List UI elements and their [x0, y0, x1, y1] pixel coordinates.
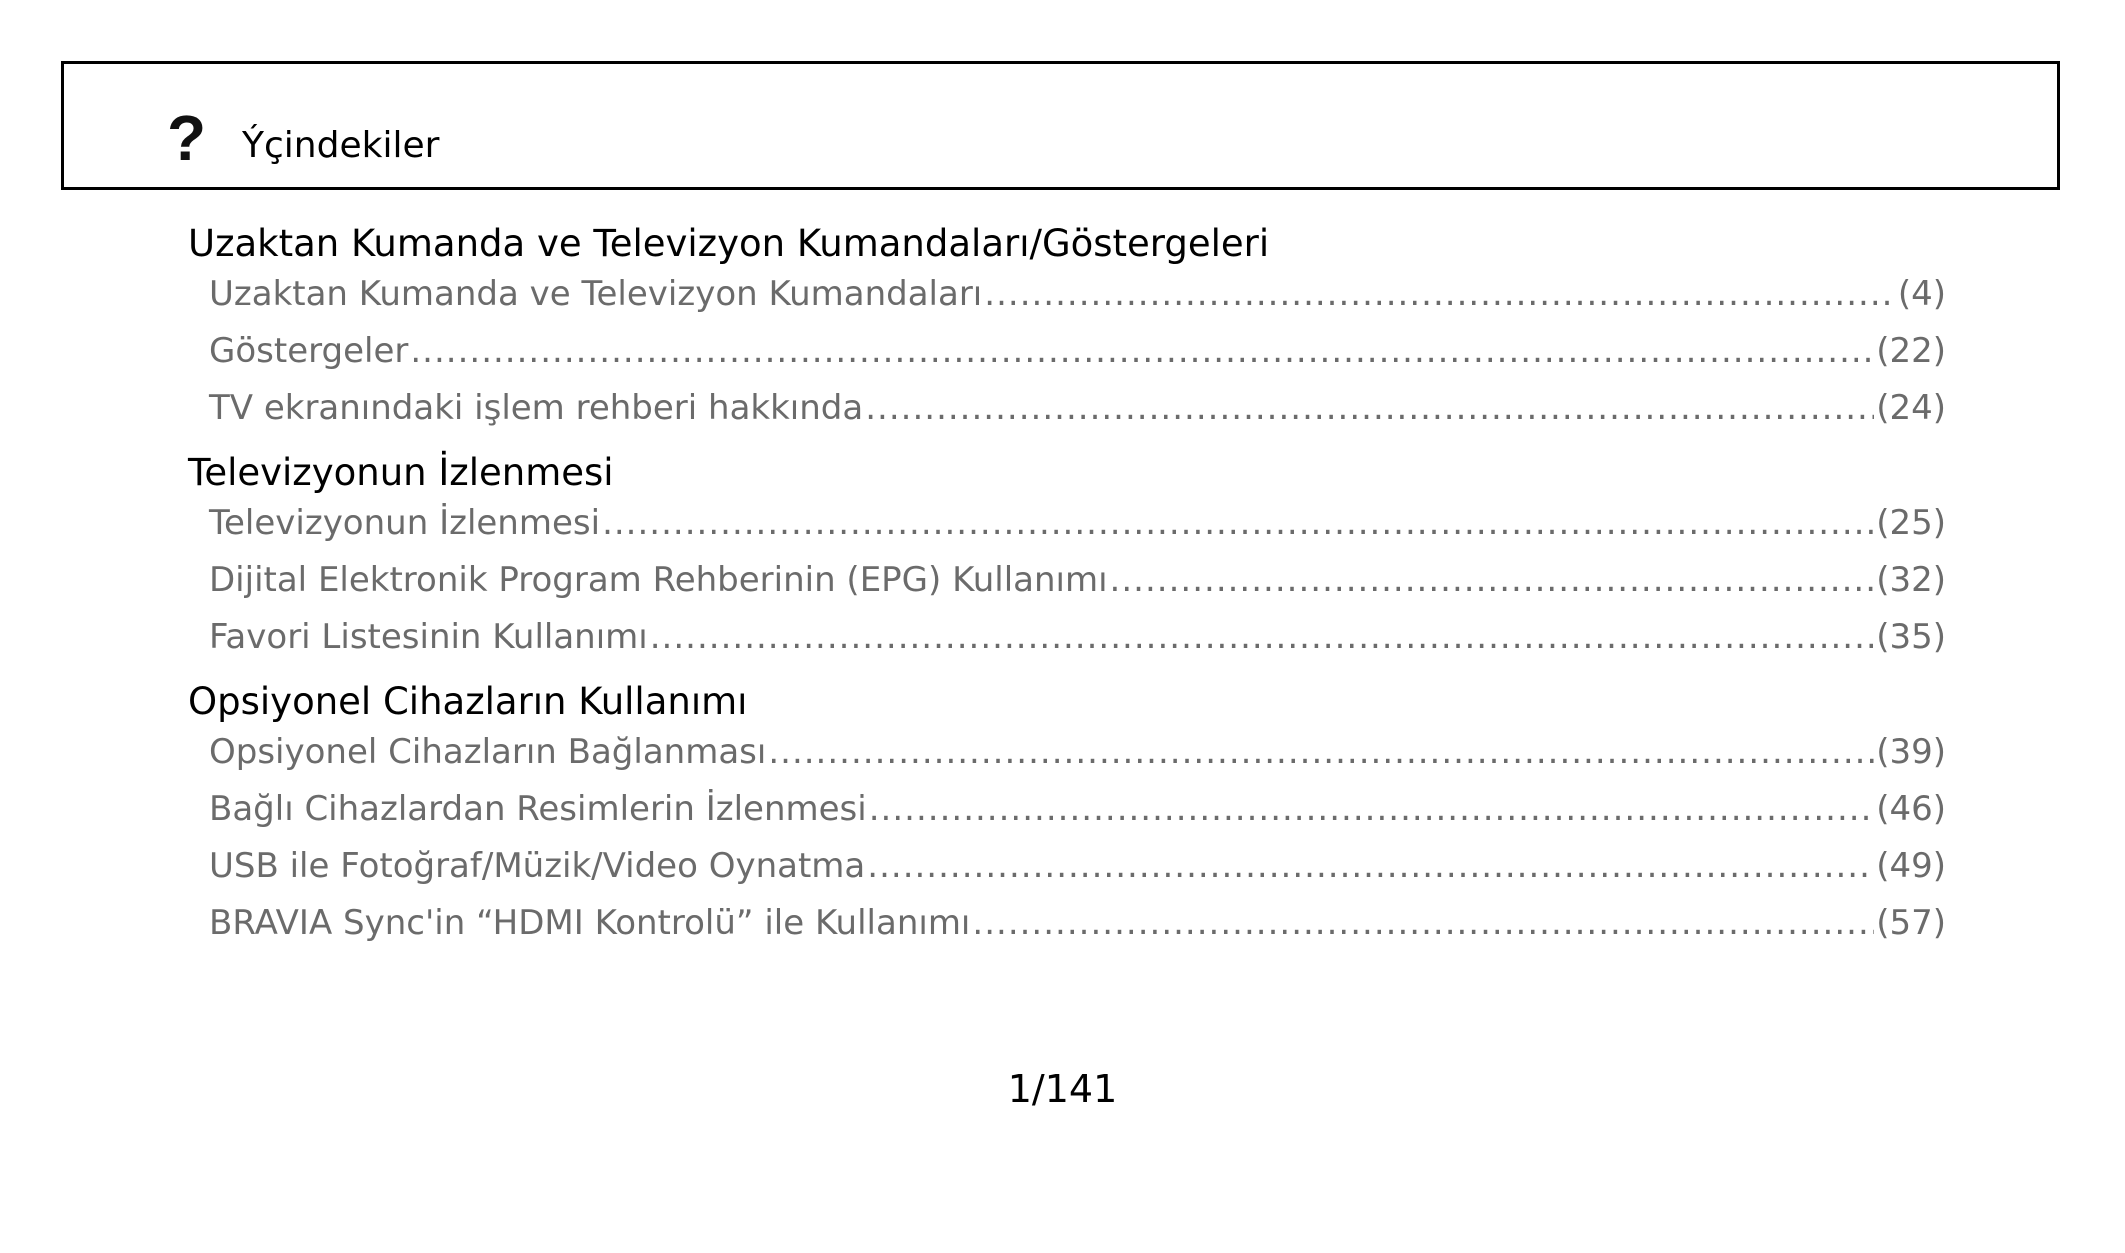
- toc-entry-link[interactable]: [209, 781, 1946, 838]
- toc-entry-title: Opsiyonel Cihazların Bağlanması: [209, 732, 767, 772]
- toc-section-heading: Televizyonun İzlenmesi: [188, 451, 614, 494]
- toc-entry-title: Uzaktan Kumanda ve Televizyon Kumandaları: [209, 274, 983, 314]
- toc-entry-page: (24): [1876, 388, 1946, 428]
- toc-entry-link[interactable]: [209, 724, 1946, 781]
- toc-entry-page: (25): [1876, 503, 1946, 543]
- toc-entry-title: BRAVIA Sync'in “HDMI Kontrolü” ile Kullanımı: [209, 903, 971, 943]
- toc-entry-link[interactable]: [209, 266, 1946, 323]
- toc-entry-title: Bağlı Cihazlardan Resimlerin İzlenmesi: [209, 789, 867, 829]
- toc-entry-title: Dijital Elektronik Program Rehberinin (EPG) Kullanımı: [209, 560, 1108, 600]
- dot-leader: [650, 609, 1874, 666]
- dot-leader: [1110, 552, 1875, 609]
- toc-entry-page: (22): [1876, 331, 1946, 371]
- toc-section-heading: Uzaktan Kumanda ve Televizyon Kumandaları/Göstergeleri: [188, 222, 1270, 265]
- toc-entry-link[interactable]: [209, 380, 1946, 437]
- toc-entry-title: TV ekranındaki işlem rehberi hakkında: [209, 388, 864, 428]
- table-of-contents: [188, 222, 1946, 952]
- toc-entry-link[interactable]: [209, 895, 1946, 952]
- toc-entry-page: (35): [1876, 617, 1946, 657]
- toc-entry-page: (49): [1876, 846, 1946, 886]
- dot-leader: [865, 380, 1874, 437]
- page-indicator: 1/141: [1007, 1067, 1118, 1111]
- toc-entry-link[interactable]: [209, 495, 1946, 552]
- page-title: Ýçindekiler: [242, 125, 440, 166]
- dot-leader: [867, 838, 1874, 895]
- toc-section-heading: Opsiyonel Cihazların Kullanımı: [188, 680, 748, 723]
- toc-entry-link[interactable]: [209, 838, 1946, 895]
- dot-leader: [972, 895, 1874, 952]
- toc-entry-title: USB ile Fotoğraf/Müzik/Video Oynatma: [209, 846, 866, 886]
- dot-leader: [869, 781, 1874, 838]
- toc-entry-link[interactable]: [209, 552, 1946, 609]
- dot-leader: [410, 323, 1874, 380]
- toc-entry-page: (4): [1897, 274, 1946, 314]
- toc-entry-page: (32): [1876, 560, 1946, 600]
- toc-entry-page: (39): [1876, 732, 1946, 772]
- toc-entry-page: (57): [1876, 903, 1946, 943]
- toc-entry-link[interactable]: [209, 609, 1946, 666]
- dot-leader: [602, 495, 1874, 552]
- dot-leader: [984, 266, 1896, 323]
- toc-entry-title: Göstergeler: [209, 331, 409, 371]
- help-icon[interactable]: ?: [167, 102, 207, 174]
- toc-entry-title: Televizyonun İzlenmesi: [209, 503, 601, 543]
- toc-entry-title: Favori Listesinin Kullanımı: [209, 617, 648, 657]
- toc-entry-link[interactable]: [209, 323, 1946, 380]
- toc-entry-page: (46): [1876, 789, 1946, 829]
- dot-leader: [768, 724, 1874, 781]
- toc-header: [61, 61, 2060, 190]
